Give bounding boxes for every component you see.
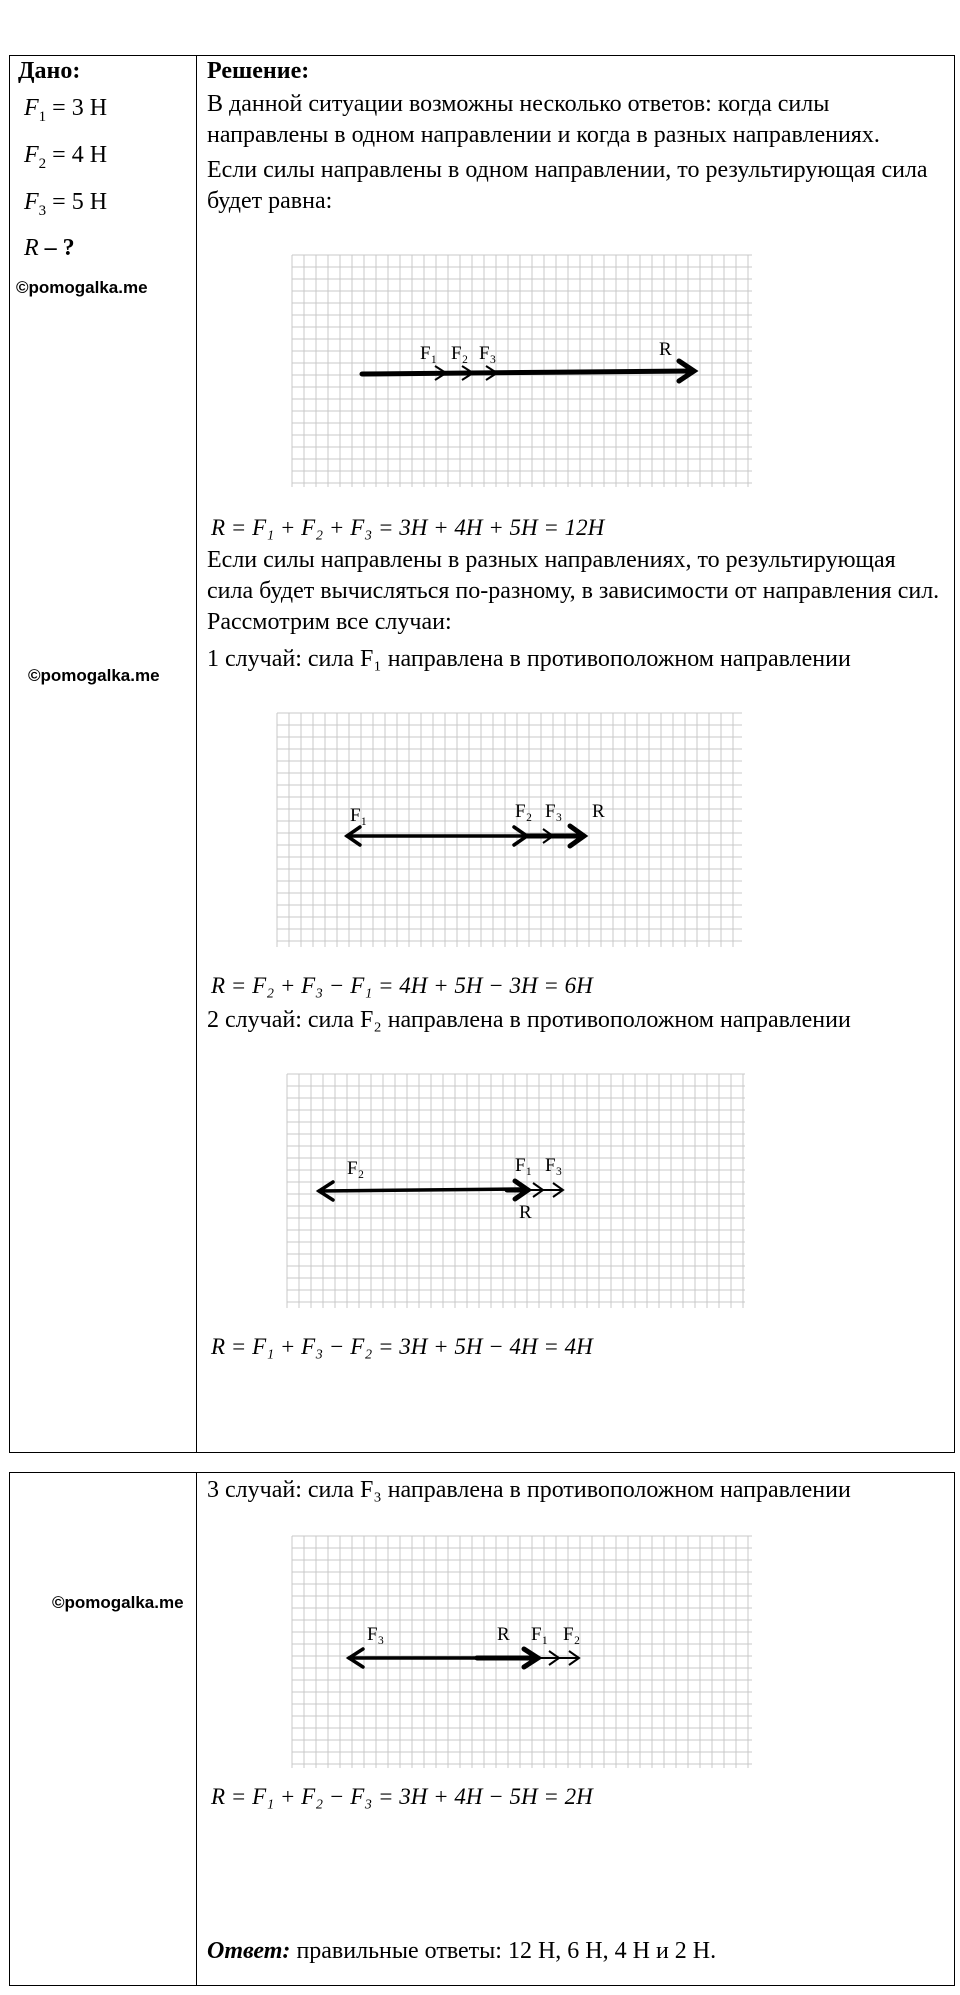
solution-table [9,55,955,1453]
watermark: ©pomogalka.me [28,666,160,685]
same-direction-text: Если силы направлены в одном направлении, то результирующая сила будет равна: [207,157,928,214]
given-f3: $F_3 = 5$ Н [24,188,108,219]
case-2-title: 2 случай: сила F₂ направлена в противоположном направлении [207,1007,851,1033]
grid-diagram-4 [197,1506,957,1776]
label-f1: F₁ [420,343,438,364]
label-f2: F₂ [515,801,533,822]
intro-text: В данной ситуации возможны несколько ответов: когда силы направлены в одном направлении и когда в разных направлениях. [207,91,880,148]
different-direction-text: Если силы направлены в разных направлениях, то результирующая сила будет вычисляться по-разному, в зависимости от направления сил. Рассмотрим все случаи: [207,547,940,635]
formula-2: R = F₂ + F₃ − F₁ = 4H + 5H − 3H = 6H [211,973,593,998]
label-r: R [497,1624,510,1645]
solution-cell [197,56,955,1453]
solution-table-continued [9,1472,955,1986]
given-cell [10,56,197,1453]
diagram-case-1 [197,675,954,965]
label-f3: F₃ [367,1624,385,1645]
solution-cell-continued [197,1473,955,1986]
given-r: R – ? [24,235,75,262]
answer [207,1938,716,1965]
label-f2: F₂ [563,1624,581,1645]
given-f2: $F_2 = 4$ Н [24,141,108,172]
watermark: ©pomogalka.me [16,278,148,297]
label-f2: F₂ [347,1158,365,1179]
answer-text: правильные ответы: 12 Н, 6 Н, 4 Н и 2 Н. [290,1938,717,1964]
grid-diagram-1 [197,217,957,507]
case-1-title: 1 случай: сила F₁ направлена в противоположном направлении [207,646,851,672]
label-r: R [592,801,605,822]
diagram-case-2 [197,1036,954,1326]
formula-4: R = F₁ + F₂ − F₃ = 3H + 4H − 5H = 2H [211,1784,593,1809]
vector-r [362,371,692,374]
formula-3: R = F₁ + F₃ − F₂ = 3H + 5H − 4H = 4H [211,1334,593,1359]
solution-title: Решение: [207,58,310,84]
label-f2: F₂ [451,343,469,364]
given-list [10,93,196,263]
diagram-case-3 [197,1506,954,1776]
formula-1: R = F₁ + F₂ + F₃ = 3H + 4H + 5H = 12H [211,515,605,540]
label-f1: F₁ [531,1624,549,1645]
label-r: R [659,339,672,360]
answer-label: Ответ: [207,1938,291,1964]
label-f3: F₃ [545,1155,563,1176]
grid-diagram-3 [197,1036,957,1326]
watermark: ©pomogalka.me [52,1593,184,1612]
given-title: Дано: [18,58,81,84]
label-f3: F₃ [545,801,563,822]
grid-diagram-2 [197,675,957,965]
given-cell-continued [10,1473,197,1986]
vector-f2 [319,1189,522,1191]
given-f1: $F_1 = 3$ Н [24,95,108,125]
label-f1: F₁ [350,805,368,826]
label-f1: F₁ [515,1155,533,1176]
case-3-title: 3 случай: сила F₃ направлена в противоположном направлении [207,1477,851,1503]
label-r: R [519,1202,532,1223]
label-f3: F₃ [479,343,497,364]
diagram-same-direction [197,217,954,507]
